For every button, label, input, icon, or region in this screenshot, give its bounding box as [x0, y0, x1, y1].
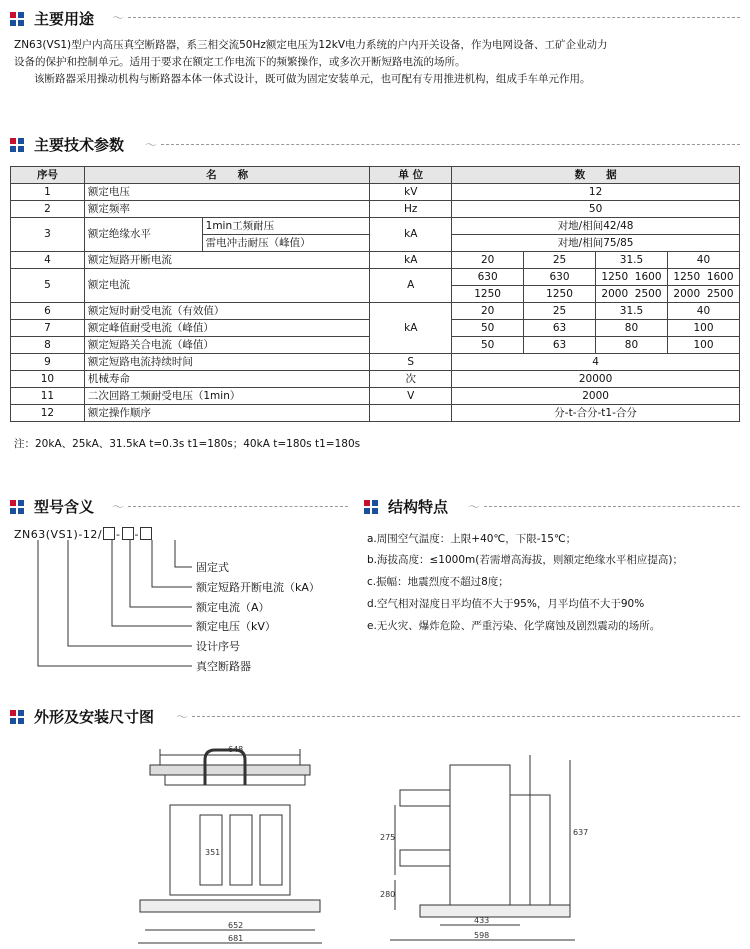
table-row: [11, 303, 740, 320]
squares-icon: [364, 500, 378, 514]
table-row: [11, 371, 740, 388]
row-unit: kV: [370, 184, 452, 201]
usage-line: ZN63(VS1)型户内高压真空断路器，系三相交流50Hz额定电压为12kV电力系统的户内开关设备，作为电网设备、工矿企业动力: [14, 39, 608, 51]
usage-line: 该断路器采用操动机构与断路器本体一体式设计，既可做为固定安装单元，也可配有专用推进机构，组成手车单元作用。: [34, 73, 591, 85]
dim-label: 648: [228, 745, 244, 754]
row-no: 3: [11, 218, 85, 252]
section-dimensions-header: [10, 706, 154, 727]
row-value: 1250: [524, 286, 596, 303]
row-value: 40: [667, 303, 739, 320]
dim-label: 275: [380, 833, 396, 842]
row-unit: kA: [370, 303, 452, 354]
usage-paragraph: [14, 37, 744, 88]
dim-label: 652: [228, 921, 244, 930]
row-unit: [370, 405, 452, 422]
row-value: 20: [452, 303, 524, 320]
feature-item: b.海拔高度：≤1000m(若需增高海拔，则额定绝缘水平相应提高)；: [367, 554, 683, 566]
wave-icon: 〜: [176, 710, 189, 724]
row-unit: 次: [370, 371, 452, 388]
section-model-header: [10, 496, 94, 517]
code-dash: -: [116, 528, 121, 541]
header-data: 数 据: [452, 167, 740, 184]
model-leader-lines: [0, 520, 360, 670]
row-name: 额定短路关合电流（峰值）: [84, 337, 369, 354]
row-unit: kA: [370, 218, 452, 252]
wave-icon: 〜: [468, 500, 481, 514]
wave-icon: 〜: [145, 138, 158, 152]
row-no: 6: [11, 303, 85, 320]
section-title: 型号含义: [34, 498, 95, 516]
row-name: 机械寿命: [84, 371, 369, 388]
dim-label: 637: [573, 828, 589, 837]
row-name: 二次回路工频耐受电压（1min）: [84, 388, 369, 405]
legend-item: 额定电流（A）: [196, 601, 270, 614]
table-row: [11, 388, 740, 405]
wave-icon: 〜: [112, 11, 125, 25]
divider: [128, 17, 740, 18]
dim-label: 280: [380, 890, 396, 899]
section-usage-header: [10, 8, 94, 29]
table-row: [11, 405, 740, 422]
row-value: 对地/相间75/85: [452, 235, 740, 252]
squares-icon: [10, 710, 24, 724]
feature-item: e.无火灾、爆炸危险、严重污染、化学腐蚀及剧烈震动的场所。: [367, 620, 661, 632]
row-value: 对地/相间42/48: [452, 218, 740, 235]
row-value: 25: [524, 303, 596, 320]
row-subname: 雷电冲击耐压（峰值）: [202, 235, 370, 252]
legend-item: 设计序号: [196, 640, 240, 653]
row-value: 31.5: [595, 303, 667, 320]
row-name: 额定电压: [84, 184, 369, 201]
feature-item: d.空气相对湿度日平均值不大于95%，月平均值不大于90%: [367, 598, 645, 610]
row-unit: A: [370, 269, 452, 303]
table-row: [11, 269, 740, 286]
row-value: 1250 1600: [667, 269, 739, 286]
squares-icon: [10, 12, 24, 26]
table-row: [11, 218, 740, 235]
table-row: [11, 252, 740, 269]
row-value: 50: [452, 201, 740, 218]
row-name: 额定短路电流持续时间: [84, 354, 369, 371]
feature-item: a.周围空气温度：上限+40℃，下限-15℃；: [367, 533, 577, 545]
row-value: 4: [452, 354, 740, 371]
row-no: 7: [11, 320, 85, 337]
row-no: 10: [11, 371, 85, 388]
row-value: 50: [452, 320, 524, 337]
row-name: 额定电流: [84, 269, 369, 303]
section-title: 主要技术参数: [34, 136, 125, 154]
row-value: 2000 2500: [595, 286, 667, 303]
row-name: 额定短路开断电流: [84, 252, 369, 269]
legend-item: 真空断路器: [196, 660, 251, 673]
header-name: 名 称: [84, 167, 369, 184]
section-structure-header: [364, 496, 448, 517]
header-no: 序号: [11, 167, 85, 184]
section-specs-header: [10, 134, 124, 155]
row-name: 额定短时耐受电流（有效值）: [84, 303, 369, 320]
dimension-drawing: [0, 735, 750, 949]
row-no: 4: [11, 252, 85, 269]
row-value: 630: [452, 269, 524, 286]
squares-icon: [10, 138, 24, 152]
code-dash: -: [134, 528, 139, 541]
row-value: 63: [524, 320, 596, 337]
section-title: 外形及安装尺寸图: [34, 708, 155, 726]
squares-icon: [10, 500, 24, 514]
header-unit: 单 位: [370, 167, 452, 184]
divider: [192, 716, 740, 717]
row-no: 12: [11, 405, 85, 422]
row-name: 额定操作顺序: [84, 405, 369, 422]
row-subname: 1min工频耐压: [202, 218, 370, 235]
row-value: 2000: [452, 388, 740, 405]
divider: [484, 506, 740, 507]
row-value: 31.5: [595, 252, 667, 269]
table-row: [11, 354, 740, 371]
divider: [128, 506, 348, 507]
table-header-row: [11, 167, 740, 184]
row-value: 63: [524, 337, 596, 354]
row-unit: S: [370, 354, 452, 371]
feature-item: c.振幅：地震烈度不超过8度；: [367, 576, 509, 588]
dim-label: 598: [474, 931, 490, 940]
row-value: 80: [595, 337, 667, 354]
row-no: 11: [11, 388, 85, 405]
row-no: 2: [11, 201, 85, 218]
row-value: 50: [452, 337, 524, 354]
table-row: [11, 201, 740, 218]
row-name: 额定峰值耐受电流（峰值）: [84, 320, 369, 337]
row-name: 额定绝缘水平: [84, 218, 202, 252]
dim-label: 433: [474, 916, 490, 925]
row-value: 20: [452, 252, 524, 269]
row-no: 8: [11, 337, 85, 354]
row-value: 12: [452, 184, 740, 201]
row-unit: Hz: [370, 201, 452, 218]
row-name: 额定频率: [84, 201, 369, 218]
row-unit: V: [370, 388, 452, 405]
row-value: 40: [667, 252, 739, 269]
row-value: 25: [524, 252, 596, 269]
row-value: 20000: [452, 371, 740, 388]
row-value: 100: [667, 320, 739, 337]
legend-item: 额定短路开断电流（kA）: [196, 581, 320, 594]
row-value: 1250 1600: [595, 269, 667, 286]
usage-line: 设备的保护和控制单元。适用于要求在额定工作电流下的频繁操作，或多次开断短路电流的场所。: [14, 56, 466, 68]
dim-label: 681: [228, 934, 244, 943]
row-value: 2000 2500: [667, 286, 739, 303]
spec-table: [10, 166, 740, 422]
legend-item: 固定式: [196, 561, 229, 574]
dim-label: 351: [205, 848, 221, 857]
row-value: 80: [595, 320, 667, 337]
row-value: 1250: [452, 286, 524, 303]
row-value: 630: [524, 269, 596, 286]
section-title: 结构特点: [388, 498, 449, 516]
row-unit: kA: [370, 252, 452, 269]
table-row: [11, 184, 740, 201]
section-title: 主要用途: [34, 10, 95, 28]
model-code-prefix: ZN63(VS1)-12/: [14, 528, 103, 541]
row-no: 5: [11, 269, 85, 303]
row-value: 分-t-合分-t1-合分: [452, 405, 740, 422]
row-no: 1: [11, 184, 85, 201]
row-no: 9: [11, 354, 85, 371]
row-value: 100: [667, 337, 739, 354]
spec-note: 注：20kA、25kA、31.5kA t=0.3s t1=180s；40kA t=180s t1=180s: [14, 438, 361, 450]
legend-item: 额定电压（kV）: [196, 620, 276, 633]
wave-icon: 〜: [112, 500, 125, 514]
divider: [161, 144, 740, 145]
